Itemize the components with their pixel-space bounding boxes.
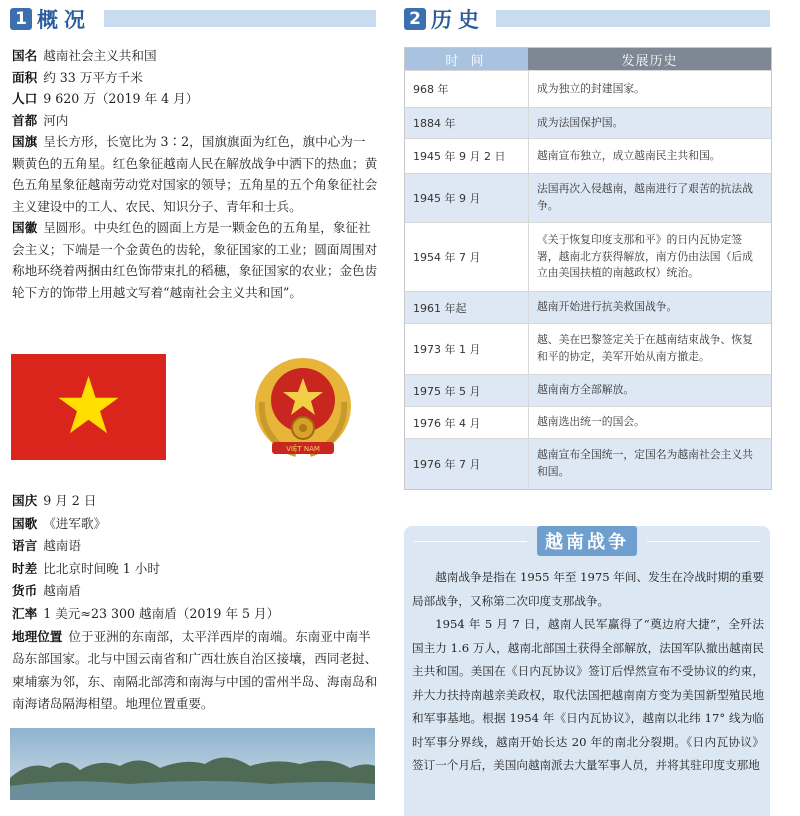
table-row: 1884 年 成为法国保护国。 [405, 107, 771, 138]
history-table [404, 47, 772, 490]
fact-country-name: 国名 越南社会主义共和国 [12, 48, 157, 63]
paragraph: 越南战争是指在 1955 年至 1975 年间、发生在冷战时期的重要局部战争，又称第二次印度支那战争。 [412, 570, 765, 608]
table-row: 1954 年 7 月 《关于恢复印度支那和平》的日内瓦协定签署，越南北方获得解放，南方仍由法国（后成立由美国扶植的南越政权）统治。 [405, 222, 771, 291]
divider [414, 541, 527, 542]
section-title: 概况 [37, 8, 91, 32]
fact-time-difference: 时差 比北京时间晚 1 小时 [12, 560, 160, 576]
fact-exchange-rate: 汇率 1 美元≈23 300 越南盾（2019 年 5 月） [12, 605, 280, 621]
table-row: 1976 年 7 月 越南宣布全国统一，定国名为越南社会主义共和国。 [405, 438, 771, 489]
table-row: 1945 年 9 月 2 日 越南宣布独立，成立越南民主共和国。 [405, 138, 771, 173]
fact-capital: 首都 河内 [12, 112, 69, 128]
section-title: 历史 [431, 8, 485, 32]
national-emblem-icon [250, 356, 356, 462]
emblem-ribbon-text: VIỆT NAM [286, 445, 320, 453]
war-box-header [404, 526, 770, 556]
overview-section-header [10, 6, 91, 32]
history-section-header [404, 6, 485, 32]
fact-national-day: 国庆 9 月 2 日 [12, 493, 97, 508]
vietnam-war-box [404, 526, 770, 816]
fact-area: 面积 约 33 万平方千米 [12, 69, 143, 85]
section-header-bar [496, 10, 770, 27]
table-row: 1975 年 5 月 越南南方全部解放。 [405, 374, 771, 406]
war-box-body [412, 566, 764, 778]
section-number: 2 [404, 8, 426, 30]
fact-population: 人口 9 620 万（2019 年 4 月） [12, 91, 199, 106]
fact-anthem: 国歌 《进军歌》 [12, 515, 107, 531]
table-row: 1961 年起 越南开始进行抗美救国战争。 [405, 291, 771, 323]
table-row: 1973 年 1 月 越、美在巴黎签定关于在越南结束战争、恢复和平的协定，美军开始从南方撤走。 [405, 323, 771, 374]
table-row: 1945 年 9 月 法国再次入侵越南，越南进行了艰苦的抗法战争。 [405, 173, 771, 222]
war-box-title: 越南战争 [537, 526, 637, 556]
divider [647, 541, 760, 542]
header-time: 时 间 [405, 48, 528, 70]
header-history: 发展历史 [528, 48, 771, 70]
fact-language: 语言 越南语 [12, 538, 81, 554]
ha-long-bay-photo [10, 728, 375, 800]
flag-star-icon [11, 354, 166, 460]
overview-facts-top [12, 45, 378, 303]
section-number: 1 [10, 8, 32, 30]
fact-currency: 货币 越南盾 [12, 583, 81, 599]
section-header-bar [104, 10, 376, 27]
table-row: 1976 年 4 月 越南选出统一的国会。 [405, 406, 771, 438]
vietnam-flag [11, 354, 166, 460]
paragraph: 1954 年 5 月 7 日，越南人民军赢得了“奠边府大捷”，全歼法国主力 1.6 万人，越南北部国土获得全部解放，法国军队撤出越南民主共和国。美国在《日内瓦协议》签订后悍然宣布不受协议的约束，并大力扶持南越亲美政权，取代法国把越南南方变为美国新型殖民地和军事基地。根据 1954 年《日内瓦协议》，越南以北纬 17° 线为临时军事分界线，越南开始长达 20 年的南北分裂期。《日内瓦协议》签订一个月后，美国向越南派去大量军事人员，并将其驻印度支那地 [412, 617, 764, 772]
fact-location: 地理位置 位于亚洲的东南部，太平洋西岸的南端。东南亚中南半岛东部国家。北与中国云南省和广西壮族自治区接壤，西同老挝、柬埔寨为邻，东、南隔北部湾和南海与中国的雷州半岛、海南岛和南海诸岛隔海相望。地理位置重要。 [12, 628, 378, 712]
table-row: 968 年 成为独立的封建国家。 [405, 70, 771, 107]
fact-flag: 国旗 呈长方形，长宽比为 3∶2，国旗旗面为红色，旗中心为一颗黄色的五角星。红色象征越南人民在解放战争中洒下的热血；黄色五角星象征越南劳动党对国家的领导；五角星的五个角象征社会主义建设中的工人、农民、知识分子、青年和士兵。 [12, 134, 378, 214]
table-header [405, 48, 771, 70]
fact-emblem: 国徽 呈圆形。中央红色的圆面上方是一颗金色的五角星，象征社会主义；下端是一个金黄色的齿轮，象征国家的工业；圆面周围对称地环绕着两捆由红色饰带束扎的稻穗，象征国家的农业；金色齿轮下方的饰带上用越文写着“越南社会主义共和国”。 [12, 220, 378, 300]
overview-facts-bottom [12, 490, 378, 716]
